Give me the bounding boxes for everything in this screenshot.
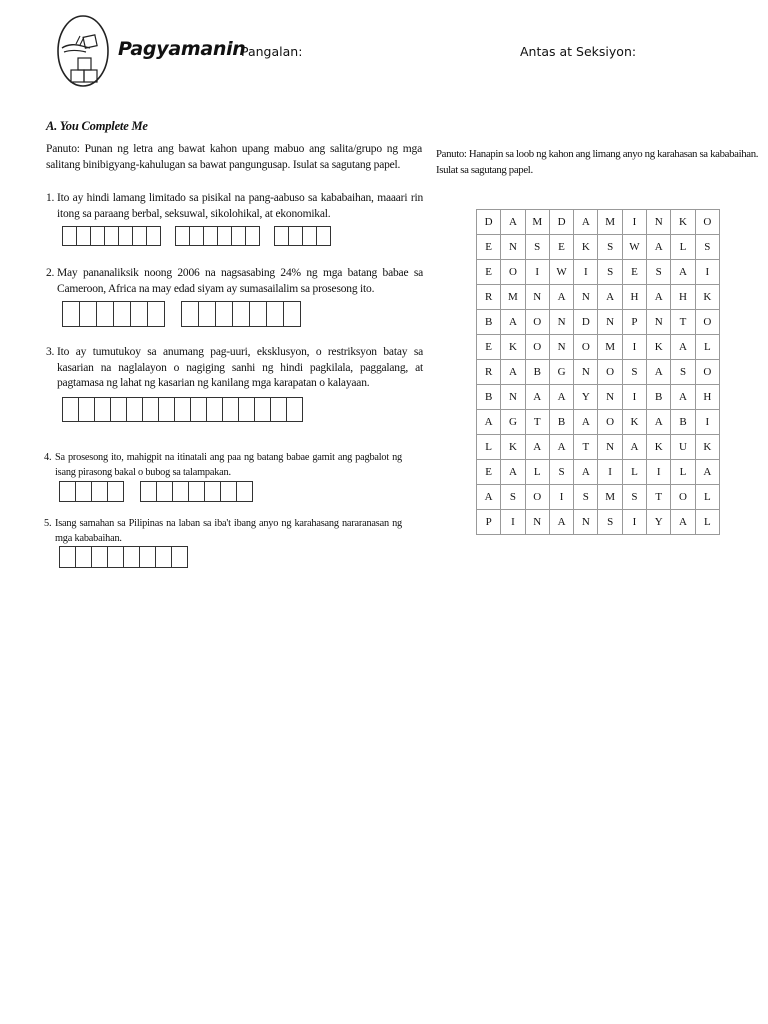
grid-cell[interactable]: E	[477, 260, 501, 285]
grid-row	[477, 285, 720, 310]
grid-cell[interactable]: S	[574, 485, 598, 510]
grid-cell[interactable]: A	[622, 435, 646, 460]
grid-row	[477, 435, 720, 460]
answer-box[interactable]	[171, 546, 188, 568]
answer-box[interactable]	[90, 226, 105, 246]
question-number: 4.	[44, 452, 52, 463]
grid-cell[interactable]: M	[501, 285, 525, 310]
answer-box[interactable]	[189, 226, 204, 246]
grid-cell[interactable]: A	[574, 460, 598, 485]
word-search-grid	[476, 209, 720, 535]
grid-cell[interactable]: O	[501, 260, 525, 285]
question-number: 2.	[46, 267, 55, 279]
grid-cell[interactable]: A	[477, 410, 501, 435]
question-4	[44, 450, 402, 480]
grid-cell[interactable]: A	[501, 210, 525, 235]
answer-box[interactable]	[110, 397, 127, 422]
answer-box[interactable]	[104, 226, 119, 246]
grid-cell[interactable]: A	[695, 460, 719, 485]
grid-cell[interactable]: L	[525, 460, 549, 485]
answer-box[interactable]	[132, 226, 147, 246]
answer-box[interactable]	[126, 397, 143, 422]
grid-cell[interactable]: L	[695, 510, 719, 535]
grid-row	[477, 260, 720, 285]
question-3	[46, 345, 423, 392]
grid-cell[interactable]: H	[622, 285, 646, 310]
grid-cell[interactable]: E	[477, 235, 501, 260]
answer-box[interactable]	[130, 301, 148, 327]
grid-cell[interactable]: I	[549, 485, 573, 510]
answer-box[interactable]	[156, 481, 173, 502]
answer-boxes-3	[62, 397, 317, 422]
grid-cell[interactable]: D	[574, 310, 598, 335]
answer-box[interactable]	[316, 226, 331, 246]
section-a-instruction: Panuto: Punan ng letra ang bawat kahon upang mabuo ang salita/grupo ng mga salitang binibigyang-kahulugan sa bawat pangungusap. Isulat sa sagutang papel.	[46, 143, 422, 171]
grid-cell[interactable]: Y	[574, 385, 598, 410]
name-label: Pangalan:	[241, 44, 303, 59]
grid-cell[interactable]: B	[549, 410, 573, 435]
answer-box[interactable]	[123, 546, 140, 568]
answer-box[interactable]	[107, 481, 124, 502]
answer-box[interactable]	[217, 226, 232, 246]
question-text: Isang samahan sa Pilipinas na laban sa iba't ibang anyo ng karahasang nararanasan ng mga kababaihan.	[55, 518, 402, 544]
grid-cell[interactable]: A	[647, 285, 671, 310]
grid-cell[interactable]: A	[598, 285, 622, 310]
grid-cell[interactable]: A	[501, 460, 525, 485]
grid-cell[interactable]: P	[622, 310, 646, 335]
section-a-title: A. You Complete Me	[46, 119, 148, 133]
answer-box[interactable]	[146, 226, 161, 246]
question-number: 3.	[46, 346, 55, 358]
answer-box[interactable]	[75, 481, 92, 502]
grid-cell[interactable]: S	[501, 485, 525, 510]
grid-cell[interactable]: N	[598, 310, 622, 335]
grid-cell[interactable]: E	[549, 235, 573, 260]
grid-cell[interactable]: G	[501, 410, 525, 435]
grid-cell[interactable]: S	[598, 235, 622, 260]
answer-box[interactable]	[76, 226, 91, 246]
answer-box[interactable]	[222, 397, 239, 422]
grid-cell[interactable]: L	[671, 460, 695, 485]
answer-box[interactable]	[96, 301, 114, 327]
answer-box[interactable]	[62, 301, 80, 327]
grid-cell[interactable]: O	[695, 360, 719, 385]
answer-box[interactable]	[249, 301, 267, 327]
answer-box[interactable]	[155, 546, 172, 568]
grid-cell[interactable]: M	[598, 210, 622, 235]
answer-box[interactable]	[283, 301, 301, 327]
grid-cell[interactable]: B	[671, 410, 695, 435]
grid-cell[interactable]: I	[525, 260, 549, 285]
grid-cell[interactable]: L	[671, 235, 695, 260]
answer-box[interactable]	[206, 397, 223, 422]
grid-row	[477, 385, 720, 410]
answer-box[interactable]	[91, 481, 108, 502]
question-text: Sa prosesong ito, mahigpit na itinatali ang paa ng batang babae gamit ang pagbalot ng isang pirasong bakal o bubog sa talampakan.	[55, 452, 402, 478]
grid-cell[interactable]: A	[501, 310, 525, 335]
grid-cell[interactable]: O	[525, 335, 549, 360]
answer-box[interactable]	[107, 546, 124, 568]
answer-box[interactable]	[75, 546, 92, 568]
answer-box[interactable]	[91, 546, 108, 568]
grid-cell[interactable]: L	[477, 435, 501, 460]
grid-cell[interactable]: I	[598, 460, 622, 485]
grid-row	[477, 410, 720, 435]
grid-cell[interactable]: A	[647, 360, 671, 385]
answer-box[interactable]	[142, 397, 159, 422]
grid-cell[interactable]: T	[671, 310, 695, 335]
answer-box[interactable]	[172, 481, 189, 502]
answer-box[interactable]	[286, 397, 303, 422]
grid-cell[interactable]: S	[671, 360, 695, 385]
question-number: 1.	[46, 192, 55, 204]
grid-cell[interactable]: W	[622, 235, 646, 260]
grid-cell[interactable]: O	[598, 360, 622, 385]
grid-cell[interactable]: O	[525, 485, 549, 510]
grid-cell[interactable]: A	[501, 360, 525, 385]
grid-cell[interactable]: G	[549, 360, 573, 385]
grid-cell[interactable]: A	[549, 510, 573, 535]
grid-cell[interactable]: L	[695, 335, 719, 360]
grid-cell[interactable]: K	[647, 335, 671, 360]
grid-row	[477, 310, 720, 335]
answer-box[interactable]	[79, 301, 97, 327]
answer-box[interactable]	[215, 301, 233, 327]
grid-cell[interactable]: Y	[647, 510, 671, 535]
answer-box[interactable]	[204, 481, 221, 502]
question-text: Ito ay hindi lamang limitado sa pisikal na pang-aabuso sa kababaihan, maaari rin itong sa paraang berbal, seksuwal, sikolohikal, at ekonomikal.	[57, 192, 423, 220]
grid-cell[interactable]: N	[501, 235, 525, 260]
answer-box[interactable]	[147, 301, 165, 327]
question-5	[44, 516, 402, 546]
grid-cell[interactable]: N	[549, 335, 573, 360]
grid-cell[interactable]: B	[525, 360, 549, 385]
grid-cell[interactable]: K	[671, 210, 695, 235]
question-text: May pananaliksik noong 2006 na nagsasabing 24% ng mga batang babae sa Cameroon, Africa na may edad siyam ay sumasailalim sa prosesong ito.	[57, 267, 423, 295]
grid-cell[interactable]: I	[695, 260, 719, 285]
grid-cell[interactable]: O	[695, 310, 719, 335]
grid-cell[interactable]: K	[501, 335, 525, 360]
grid-row	[477, 335, 720, 360]
grid-cell[interactable]: B	[647, 385, 671, 410]
answer-box[interactable]	[59, 546, 76, 568]
grid-cell[interactable]: R	[477, 285, 501, 310]
grid-cell[interactable]: A	[525, 385, 549, 410]
grid-cell[interactable]: S	[549, 460, 573, 485]
answer-box[interactable]	[266, 301, 284, 327]
grid-cell[interactable]: E	[622, 260, 646, 285]
grid-cell[interactable]: T	[525, 410, 549, 435]
answer-box[interactable]	[236, 481, 253, 502]
answer-box[interactable]	[288, 226, 303, 246]
grid-cell[interactable]: I	[622, 210, 646, 235]
grid-cell[interactable]: O	[525, 310, 549, 335]
answer-boxes-2	[62, 301, 315, 327]
grid-cell[interactable]: S	[598, 260, 622, 285]
answer-boxes-5	[59, 546, 202, 568]
answer-box[interactable]	[158, 397, 175, 422]
answer-box[interactable]	[78, 397, 95, 422]
grid-cell[interactable]: L	[695, 485, 719, 510]
grid-cell[interactable]: A	[647, 410, 671, 435]
grid-cell[interactable]: N	[501, 385, 525, 410]
grid-cell[interactable]: K	[647, 435, 671, 460]
answer-box[interactable]	[274, 226, 289, 246]
grid-cell[interactable]: A	[549, 285, 573, 310]
grid-cell[interactable]: O	[695, 210, 719, 235]
grid-cell[interactable]: A	[671, 260, 695, 285]
question-text: Ito ay tumutukoy sa anumang pag-uuri, eksklusyon, o restriksyon batay sa kasarian na naglalayon o nagiging sanhi ng hindi pagkilala, paggalang, at pagtamasa ng lahat ng kasarian ng kanilang mga karapatan o kalayaan.	[57, 346, 423, 389]
answer-box[interactable]	[188, 481, 205, 502]
grid-cell[interactable]: K	[622, 410, 646, 435]
grid-cell[interactable]: N	[647, 310, 671, 335]
grid-cell[interactable]: A	[477, 485, 501, 510]
grid-cell[interactable]: S	[622, 360, 646, 385]
grid-cell[interactable]: A	[549, 385, 573, 410]
grid-cell[interactable]: N	[549, 310, 573, 335]
answer-box[interactable]	[203, 226, 218, 246]
grid-cell[interactable]: H	[671, 285, 695, 310]
grid-cell[interactable]: A	[574, 410, 598, 435]
grid-cell[interactable]: S	[598, 510, 622, 535]
grid-cell[interactable]: K	[695, 435, 719, 460]
question-1	[46, 191, 423, 222]
answer-box[interactable]	[174, 397, 191, 422]
question-number: 5.	[44, 518, 52, 529]
grid-cell[interactable]: O	[671, 485, 695, 510]
grid-cell[interactable]: D	[477, 210, 501, 235]
grid-cell[interactable]: A	[647, 235, 671, 260]
grid-cell[interactable]: I	[647, 460, 671, 485]
answer-box[interactable]	[113, 301, 131, 327]
grid-cell[interactable]: D	[549, 210, 573, 235]
grid-cell[interactable]: N	[598, 385, 622, 410]
grid-cell[interactable]: R	[477, 360, 501, 385]
grid-cell[interactable]: T	[647, 485, 671, 510]
grid-row	[477, 460, 720, 485]
grid-row	[477, 210, 720, 235]
answer-box[interactable]	[231, 226, 246, 246]
grid-cell[interactable]: M	[598, 335, 622, 360]
answer-box[interactable]	[190, 397, 207, 422]
grid-cell[interactable]: O	[598, 410, 622, 435]
answer-box[interactable]	[198, 301, 216, 327]
grid-cell[interactable]: A	[671, 335, 695, 360]
grid-cell[interactable]: M	[598, 485, 622, 510]
answer-box[interactable]	[232, 301, 250, 327]
grid-cell[interactable]: M	[525, 210, 549, 235]
grid-cell[interactable]: N	[574, 510, 598, 535]
grid-cell[interactable]: N	[574, 285, 598, 310]
grid-cell[interactable]: B	[477, 385, 501, 410]
grid-cell[interactable]: I	[622, 335, 646, 360]
grid-cell[interactable]: L	[622, 460, 646, 485]
answer-box[interactable]	[181, 301, 199, 327]
grid-row	[477, 510, 720, 535]
grid-cell[interactable]: A	[671, 510, 695, 535]
answer-box[interactable]	[59, 481, 76, 502]
grid-cell[interactable]: S	[525, 235, 549, 260]
grid-cell[interactable]: A	[574, 210, 598, 235]
grid-cell[interactable]: N	[574, 360, 598, 385]
question-2	[46, 266, 423, 297]
answer-box[interactable]	[139, 546, 156, 568]
grid-cell[interactable]: N	[598, 435, 622, 460]
grid-row	[477, 360, 720, 385]
grid-cell[interactable]: W	[549, 260, 573, 285]
grid-cell[interactable]: K	[574, 235, 598, 260]
pagyamanin-logo-icon	[56, 14, 110, 88]
grid-cell[interactable]: H	[695, 385, 719, 410]
grid-cell[interactable]: A	[671, 385, 695, 410]
grid-cell[interactable]: I	[695, 410, 719, 435]
grid-cell[interactable]: U	[671, 435, 695, 460]
grade-section-label: Antas at Seksiyon:	[520, 44, 637, 59]
answer-box[interactable]	[175, 226, 190, 246]
grid-row	[477, 235, 720, 260]
grid-cell[interactable]: T	[574, 435, 598, 460]
answer-boxes-4	[59, 481, 267, 502]
answer-box[interactable]	[62, 226, 77, 246]
grid-cell[interactable]: N	[525, 510, 549, 535]
answer-box[interactable]	[220, 481, 237, 502]
grid-cell[interactable]: O	[574, 335, 598, 360]
answer-box[interactable]	[245, 226, 260, 246]
grid-cell[interactable]: I	[622, 510, 646, 535]
grid-cell[interactable]: N	[525, 285, 549, 310]
answer-box[interactable]	[254, 397, 271, 422]
grid-cell[interactable]: B	[477, 310, 501, 335]
answer-box[interactable]	[62, 397, 79, 422]
grid-cell[interactable]: S	[622, 485, 646, 510]
grid-cell[interactable]: N	[647, 210, 671, 235]
grid-cell[interactable]: K	[695, 285, 719, 310]
grid-cell[interactable]: I	[574, 260, 598, 285]
answer-box[interactable]	[140, 481, 157, 502]
grid-cell[interactable]: E	[477, 335, 501, 360]
answer-box[interactable]	[302, 226, 317, 246]
answer-boxes-1	[62, 226, 345, 246]
answer-box[interactable]	[270, 397, 287, 422]
grid-cell[interactable]: P	[477, 510, 501, 535]
grid-cell[interactable]: S	[695, 235, 719, 260]
grid-cell[interactable]: A	[549, 435, 573, 460]
section-b-instruction: Panuto: Hanapin sa loob ng kahon ang limang anyo ng karahasan sa kababaihan. Isulat sa sagutang papel.	[436, 148, 759, 176]
grid-cell[interactable]: I	[622, 385, 646, 410]
grid-cell[interactable]: K	[501, 435, 525, 460]
grid-cell[interactable]: E	[477, 460, 501, 485]
grid-row	[477, 485, 720, 510]
grid-cell[interactable]: A	[525, 435, 549, 460]
answer-box[interactable]	[238, 397, 255, 422]
grid-cell[interactable]: S	[647, 260, 671, 285]
answer-box[interactable]	[94, 397, 111, 422]
page-title: Pagyamanin	[118, 38, 246, 60]
answer-box[interactable]	[118, 226, 133, 246]
grid-cell[interactable]: I	[501, 510, 525, 535]
